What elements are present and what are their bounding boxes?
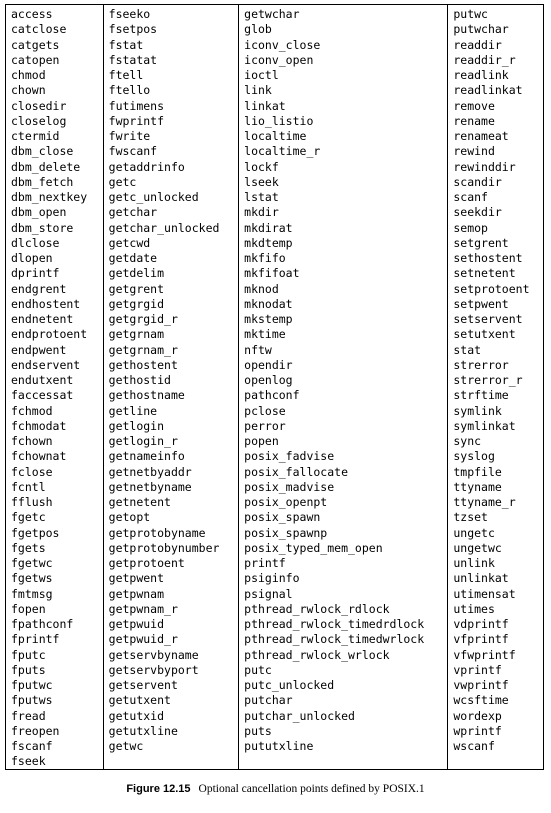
function-name: scanf (453, 190, 488, 204)
function-name: putc_unlocked (244, 678, 335, 692)
function-name: rewinddir (453, 159, 516, 174)
function-name: getc_unlocked (108, 190, 199, 204)
function-name: gethostname (108, 388, 185, 403)
function-name: symlink (453, 403, 502, 418)
function-name: mkstemp (244, 312, 293, 326)
function-name: fwscanf (108, 144, 158, 159)
function-name: closelog (11, 113, 67, 128)
function-name: getwc (108, 739, 144, 753)
function-name: mktime (244, 327, 286, 342)
function-name: opendir (244, 357, 293, 372)
function-name: posix_openpt (244, 495, 328, 509)
function-name: popen (244, 434, 279, 448)
function-name: symlinkat (453, 418, 516, 433)
function-name: glob (244, 22, 272, 37)
function-name: putchar_unlocked (244, 708, 355, 723)
function-name: fclose (11, 464, 53, 479)
function-name: access (11, 7, 53, 21)
function-name: fputc (11, 647, 46, 662)
table-column-1 (6, 5, 104, 769)
function-name: putchar (244, 693, 293, 708)
function-name: getchar (108, 205, 158, 220)
function-name: dbm_delete (11, 159, 81, 174)
function-name: perror (244, 418, 286, 433)
function-name: posix_madvise (244, 479, 335, 494)
function-name: fseeko (108, 7, 151, 21)
function-name: fsetpos (108, 22, 158, 37)
function-name: getwchar (244, 7, 300, 21)
function-name: getc (108, 174, 137, 189)
function-name: fcntl (11, 479, 46, 494)
function-name: wscanf (453, 739, 495, 753)
function-name: puts (244, 723, 272, 738)
function-name: scandir (453, 174, 502, 189)
function-name: getchar_unlocked (108, 220, 220, 235)
table-column-2 (104, 5, 240, 769)
function-name: pathconf (244, 388, 300, 403)
function-name: fputs (11, 662, 46, 677)
function-name: readlink (453, 68, 509, 82)
function-name: getprotobynumber (108, 540, 220, 555)
function-name: getnetent (108, 495, 171, 509)
function-name: seekdir (453, 205, 502, 220)
function-name: mkdtemp (244, 235, 293, 250)
function-name: getlogin (108, 418, 165, 433)
figure-caption (0, 783, 551, 795)
function-name: fgetws (11, 571, 53, 586)
function-name: getaddrinfo (108, 159, 185, 174)
function-name: ctermid (11, 129, 60, 143)
function-name: getservent (108, 678, 178, 692)
function-name: endutxent (11, 373, 74, 387)
function-name: posix_fallocate (244, 464, 348, 479)
function-name: getpwent (108, 571, 165, 586)
function-name: chmod (11, 68, 46, 82)
function-name: putwc (453, 7, 488, 21)
function-name: psignal (244, 586, 293, 601)
function-name: gethostent (108, 357, 178, 372)
function-name: vwprintf (453, 678, 509, 692)
function-name: mkdir (244, 205, 279, 220)
function-name: tmpfile (453, 464, 502, 479)
function-name: dlopen (11, 251, 53, 265)
function-name: getservbyport (108, 662, 199, 677)
function-name: fopen (11, 601, 46, 616)
function-name: psiginfo (244, 571, 300, 586)
function-name: iconv_open (244, 52, 314, 67)
function-name: mkfifoat (244, 266, 300, 281)
function-name: endgrent (11, 281, 67, 296)
function-name: freopen (11, 723, 60, 738)
function-name: sethostent (453, 251, 523, 265)
function-name: getgrnam (108, 327, 165, 342)
function-name: localtime_r (244, 144, 321, 159)
function-name: dbm_fetch (11, 174, 74, 189)
function-name: utimensat (453, 586, 516, 601)
function-name: strerror (453, 357, 509, 372)
function-name: openlog (244, 373, 293, 387)
function-name: mknod (244, 281, 279, 296)
function-name: link (244, 83, 272, 98)
function-name: getservbyname (108, 647, 199, 662)
function-name: posix_spawnp (244, 525, 328, 540)
function-name: rewind (453, 144, 495, 159)
function-name: fchmod (11, 403, 53, 418)
function-name: fstatat (108, 52, 158, 67)
function-name: getline (108, 403, 158, 418)
function-name: pututxline (244, 739, 314, 753)
function-name: fchmodat (11, 418, 67, 433)
function-name: linkat (244, 98, 286, 113)
function-name: fputwc (11, 678, 53, 692)
function-name: wordexp (453, 708, 502, 723)
function-name: ttyname (453, 479, 502, 494)
function-name: readlinkat (453, 83, 523, 98)
function-name: pthread_rwlock_timedrdlock (244, 617, 425, 631)
function-name: setgrent (453, 235, 509, 250)
function-name: posix_typed_mem_open (244, 540, 383, 555)
figure-label: Figure 12.15 (126, 783, 191, 795)
function-name: endprotoent (11, 327, 88, 342)
function-name: getnetbyaddr (108, 464, 192, 479)
function-name: gethostid (108, 373, 171, 387)
function-name: closedir (11, 98, 67, 113)
function-name: getgrgid (108, 296, 165, 311)
function-name: getnameinfo (108, 449, 185, 464)
function-name: chown (11, 83, 46, 98)
function-name: faccessat (11, 388, 74, 403)
function-name: ftell (108, 68, 144, 82)
function-name: fputws (11, 693, 53, 708)
function-name: renameat (453, 129, 509, 143)
function-name: setservent (453, 312, 523, 326)
function-name: readdir (453, 37, 502, 52)
function-name: endhostent (11, 296, 81, 311)
function-name: fflush (11, 495, 53, 509)
function-name: lseek (244, 174, 279, 189)
function-name: getutxid (108, 708, 165, 723)
function-name: pthread_rwlock_timedwrlock (244, 632, 425, 647)
function-name: getprotobyname (108, 525, 206, 540)
function-name: fread (11, 708, 46, 723)
function-name: unlinkat (453, 571, 509, 586)
function-name: dbm_close (11, 144, 74, 159)
function-name: lstat (244, 190, 279, 204)
function-name: setpwent (453, 296, 509, 311)
function-name: futimens (108, 98, 165, 113)
function-name: getcwd (108, 235, 151, 250)
function-name: fprintf (11, 632, 60, 647)
function-name: ungetc (453, 525, 495, 540)
function-name: putwchar (453, 22, 509, 37)
function-name: fmtmsg (11, 586, 53, 601)
function-name: dbm_nextkey (11, 190, 88, 204)
function-name: fstat (108, 37, 144, 52)
table-column-3 (239, 5, 448, 769)
function-name: pthread_rwlock_wrlock (244, 647, 390, 662)
function-name: fgetpos (11, 525, 60, 540)
function-name: fpathconf (11, 617, 74, 631)
function-name: setutxent (453, 327, 516, 342)
function-name: fgets (11, 540, 46, 555)
function-table (5, 4, 544, 770)
function-name: catopen (11, 52, 60, 67)
function-name: iconv_close (244, 37, 321, 52)
function-name: posix_spawn (244, 510, 321, 525)
function-name: fgetwc (11, 556, 53, 570)
function-name: lockf (244, 159, 279, 174)
function-name: getgrgid_r (108, 312, 178, 326)
function-name: catgets (11, 37, 60, 52)
function-name: readdir_r (453, 52, 516, 67)
function-name: mkdirat (244, 220, 293, 235)
function-name: strftime (453, 388, 509, 403)
function-name: setprotoent (453, 281, 530, 296)
function-name: lio_listio (244, 113, 314, 128)
function-name: getprotoent (108, 556, 185, 570)
function-name: fseek (11, 754, 46, 769)
function-name: getlogin_r (108, 434, 178, 448)
function-name: getnetbyname (108, 479, 192, 494)
function-name: strerror_r (453, 373, 523, 387)
function-name: fwrite (108, 129, 151, 143)
function-name: rename (453, 113, 495, 128)
function-name: localtime (244, 129, 307, 143)
function-name: pclose (244, 403, 286, 418)
function-name: endpwent (11, 342, 67, 357)
function-name: fscanf (11, 739, 53, 753)
function-name: remove (453, 98, 495, 113)
function-name: getpwuid_r (108, 632, 178, 647)
function-name: getopt (108, 510, 151, 525)
function-name: getpwnam_r (108, 601, 178, 616)
function-name: semop (453, 220, 488, 235)
function-name: posix_fadvise (244, 449, 335, 464)
function-name: getpwuid (108, 617, 165, 631)
function-name: ttyname_r (453, 495, 516, 509)
figure-caption-text: Optional cancellation points defined by POSIX.1 (198, 783, 425, 795)
function-name: dbm_store (11, 220, 74, 235)
function-name: getutxent (108, 693, 171, 708)
function-name: dlclose (11, 235, 60, 250)
function-name: stat (453, 342, 482, 357)
function-name: catclose (11, 22, 67, 37)
function-name: vfprintf (453, 632, 509, 647)
function-name: wprintf (453, 723, 502, 738)
function-name: getdate (108, 251, 158, 265)
function-name: setnetent (453, 266, 516, 281)
function-name: ftello (108, 83, 151, 98)
function-name: mkfifo (244, 251, 286, 265)
function-name: fgetc (11, 510, 46, 525)
function-name: unlink (453, 556, 495, 570)
table-column-4 (448, 5, 543, 769)
function-name: getgrnam_r (108, 342, 178, 357)
function-name: getutxline (108, 723, 178, 738)
function-name: fwprintf (108, 113, 165, 128)
function-name: dprintf (11, 266, 60, 281)
function-name: wcsftime (453, 693, 509, 708)
function-name: putc (244, 662, 272, 677)
function-name: vfwprintf (453, 647, 516, 662)
function-name: nftw (244, 342, 272, 357)
function-name: pthread_rwlock_rdlock (244, 601, 390, 616)
function-name: mknodat (244, 296, 293, 311)
function-name: getdelim (108, 266, 165, 281)
function-name: fchownat (11, 449, 67, 464)
function-name: fchown (11, 434, 53, 448)
function-name: syslog (453, 449, 495, 464)
function-name: ioctl (244, 68, 279, 82)
function-name: tzset (453, 510, 488, 525)
function-name: dbm_open (11, 205, 67, 220)
function-name: utimes (453, 601, 495, 616)
function-name: endnetent (11, 312, 74, 326)
function-name: endservent (11, 357, 81, 372)
function-name: vdprintf (453, 617, 509, 631)
function-name: printf (244, 556, 286, 570)
function-name: getgrent (108, 281, 165, 296)
function-name: sync (453, 434, 482, 448)
function-name: ungetwc (453, 540, 502, 555)
function-name: vprintf (453, 662, 502, 677)
function-name: getpwnam (108, 586, 165, 601)
